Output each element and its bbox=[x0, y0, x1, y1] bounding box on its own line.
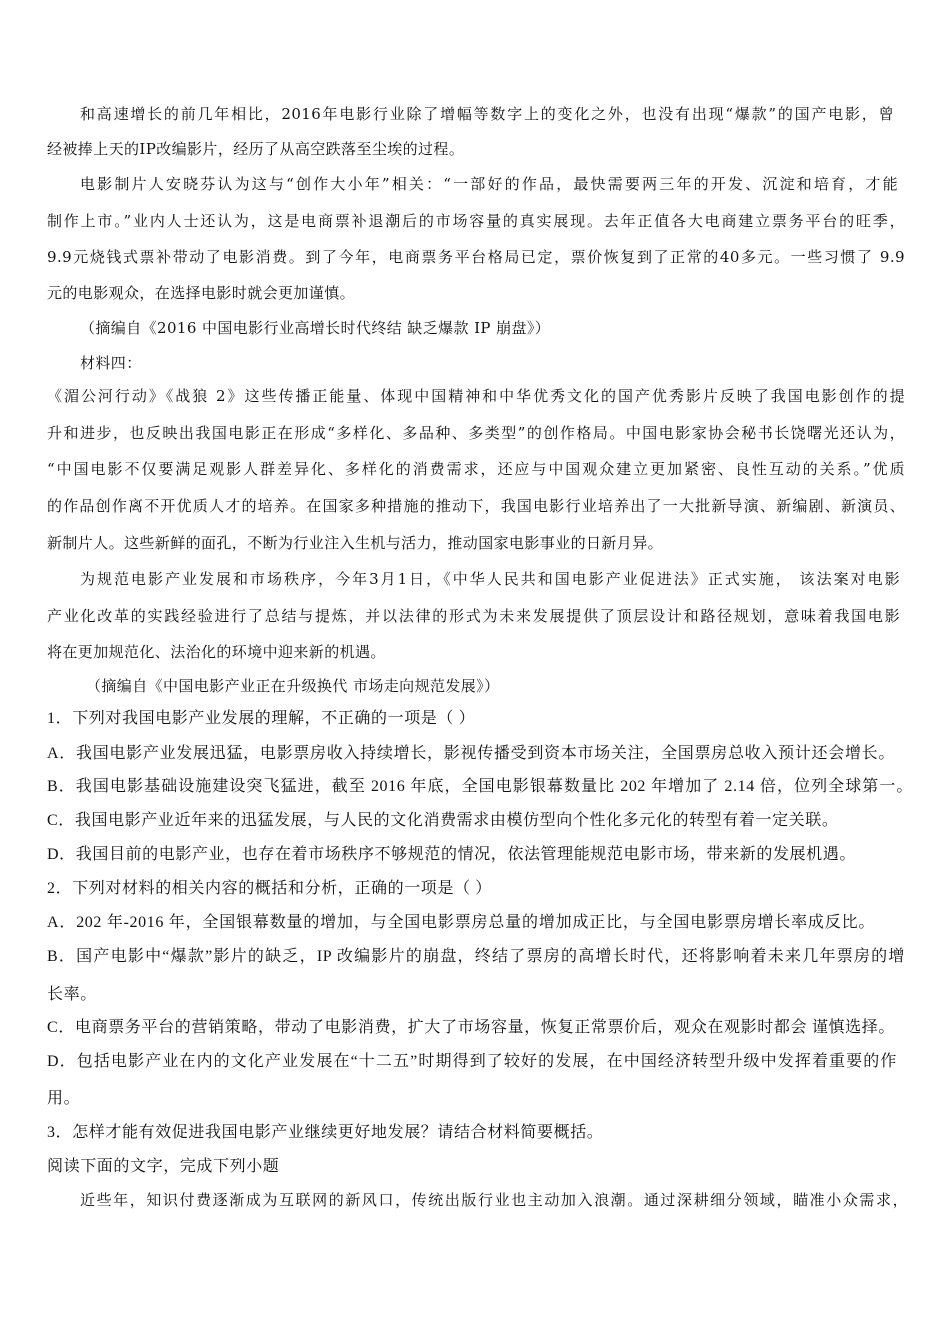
question-2-option-d-line1: D．包括电影产业在内的文化产业发展在“十二五”时期得到了较好的发展，在中国经济转型升级中发挥着重要的作 bbox=[47, 1053, 897, 1070]
question-2-option-c: C．电商票务平台的营销策略，带动了电影消费，扩大了市场容量，恢复正常票价后，观众在观影时都会 谨慎选择。 bbox=[47, 1019, 895, 1036]
para3-line1: 《湄公河行动》《战狼 2》这些传播正能量、体现中国精神和中华优秀文化的国产优秀影片反映了我国电影创作的提 bbox=[47, 387, 905, 405]
reading-instruction: 阅读下面的文字，完成下列小题 bbox=[47, 1158, 280, 1175]
para2-line4: 元的电影观众，在选择电影时就会更加谨慎。 bbox=[47, 284, 356, 302]
para2-line2: 制作上市。”业内人士还认为，这是电商票补退潮后的市场容量的真实展现。去年正值各大电商建立票务平台的旺季， bbox=[47, 212, 905, 230]
para4-line1: 为规范电影产业发展和市场秩序，今年3月1日，《中华人民共和国电影产业促进法》正式实施， 该法案对电影 bbox=[80, 570, 900, 588]
source-citation-3: （摘编自《2016 中国电影行业高增长时代终结 缺乏爆款 IP 崩盘》） bbox=[80, 319, 551, 337]
para4-line2: 产业化改革的实践经验进行了总结与提炼，并以法律的形式为未来发展提供了顶层设计和路径规划，意味着我国电影 bbox=[47, 607, 900, 625]
question-2-stem: 2．下列对材料的相关内容的概括和分析，正确的一项是（ ） bbox=[47, 880, 492, 897]
para1-line2: 经被捧上天的IP改编影片，经历了从高空跌落至尘埃的过程。 bbox=[47, 140, 465, 158]
question-3-stem: 3．怎样才能有效促进我国电影产业继续更好地发展？请结合材料简要概括。 bbox=[47, 1124, 604, 1141]
para4-line3: 将在更加规范化、法治化的环境中迎来新的机遇。 bbox=[47, 643, 386, 661]
question-1-option-d: D．我国目前的电影产业，也存在着市场秩序不够规范的情况，依法管理能规范电影市场，带来新的发展机遇。 bbox=[47, 846, 856, 863]
para3-line2: 升和进步，也反映出我国电影正在形成“多样化、多品种、多类型”的创作格局。中国电影家协会秘书长饶曙光还认为， bbox=[47, 424, 905, 442]
para3-line3: “中国电影不仅要满足观影人群差异化、多样化的消费需求，还应与中国观众建立更加紧密、良性互动的关系。”优质 bbox=[47, 460, 905, 478]
question-1-option-b: B．我国电影基础设施建设突飞猛进，截至 2016 年底，全国电影银幕数量比 202 年增加了 2.14 倍，位列全球第一。 bbox=[47, 778, 913, 795]
question-1-option-c: C．我国电影产业近年来的迅猛发展，与人民的文化消费需求由模仿型向个性化多元化的转型有着一定关联。 bbox=[47, 812, 839, 829]
question-1-stem: 1．下列对我国电影产业发展的理解，不正确的一项是（ ） bbox=[47, 710, 476, 727]
para5-line1: 近些年，知识付费逐渐成为互联网的新风口，传统出版行业也主动加入浪潮。通过深耕细分领域，瞄准小众需求， bbox=[80, 1191, 908, 1209]
para3-line5: 新制片人。这些新鲜的面孔，不断为行业注入生机与活力，推动国家电影事业的日新月异。 bbox=[47, 534, 664, 552]
question-2-option-b-line2: 长率。 bbox=[47, 986, 97, 1003]
material-4-heading: 材料四： bbox=[80, 354, 142, 372]
question-2-option-d-line2: 用。 bbox=[47, 1090, 81, 1107]
question-2-option-a: A．202 年-2016 年，全国银幕数量的增加，与全国电影票房总量的增加成正比，与全国电影票房增长率成反比。 bbox=[47, 914, 875, 931]
question-1-option-a: A．我国电影产业发展迅猛，电影票房收入持续增长，影视传播受到资本市场关注，全国票房总收入预计还会增长。 bbox=[47, 745, 895, 762]
para2-line1: 电影制片人安晓芬认为这与“创作大小年”相关：“一部好的作品，最快需要两三年的开发、沉淀和培育，才能 bbox=[80, 175, 898, 193]
source-citation-4: （摘编自《中国电影产业正在升级换代 市场走向规范发展》） bbox=[86, 677, 500, 695]
para2-line3: 9.9元烧钱式票补带动了电影消费。到了今年，电商票务平台格局已定，票价恢复到了正常的40多元。一些习惯了 9.9 bbox=[47, 248, 905, 266]
question-2-option-b-line1: B．国产电影中“爆款”影片的缺乏，IP 改编影片的崩盘，终结了票房的高增长时代，还将影响着未来几年票房的增 bbox=[47, 948, 905, 965]
para3-line4: 的作品创作离不开优质人才的培养。在国家多种措施的推动下，我国电影行业培养出了一大批新导演、新编剧、新演员、 bbox=[47, 497, 905, 515]
para1-line1: 和高速增长的前几年相比，2016年电影行业除了增幅等数字上的变化之外，也没有出现“爆款”的国产电影，曾 bbox=[80, 105, 894, 123]
